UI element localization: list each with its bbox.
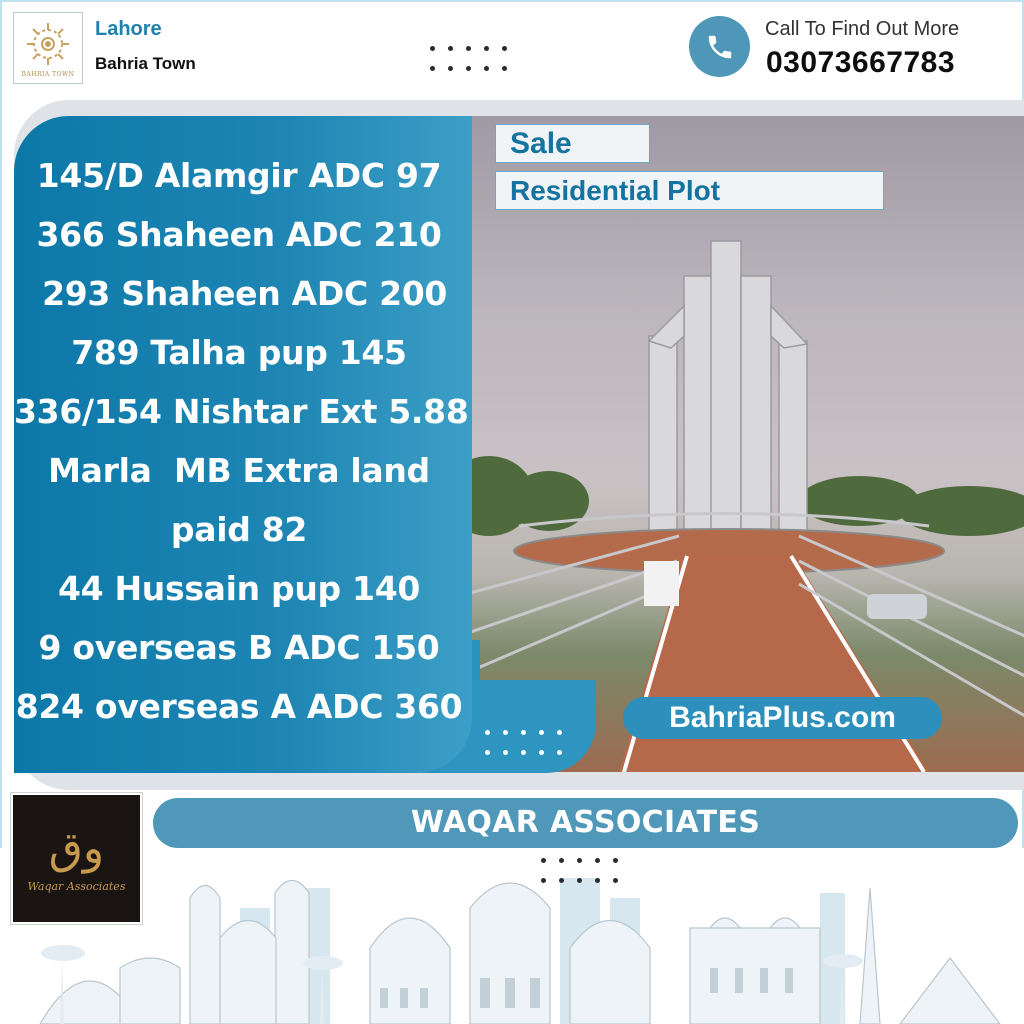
purpose-tag: Sale [495, 124, 650, 163]
decorative-dots-bottom [541, 858, 618, 883]
bahria-town-logo [13, 12, 83, 84]
decorative-dots-panel [485, 730, 562, 755]
listing-item: 789 Talha pup 145 [71, 333, 407, 372]
agency-monogram-icon: وق [48, 823, 105, 874]
logo-caption: BAHRIA TOWN [21, 70, 75, 78]
monument-photo [458, 116, 1024, 772]
listing-list [14, 146, 469, 736]
listing-item: Marla MB Extra land [48, 451, 430, 490]
call-to-action-text: Call To Find Out More [765, 18, 960, 40]
website-link[interactable]: BahriaPlus.com [623, 697, 942, 739]
agency-logo-text: Waqar Associates [27, 880, 126, 893]
city-skyline-illustration [0, 848, 1024, 1024]
listing-item: 366 Shaheen ADC 210 [36, 215, 442, 254]
listing-item: paid 82 [170, 510, 308, 549]
listing-item: 145/D Alamgir ADC 97 [36, 156, 442, 195]
society-label: Bahria Town [95, 54, 196, 73]
city-label: Lahore [95, 18, 162, 40]
call-button[interactable] [689, 16, 750, 77]
phone-number[interactable]: 03073667783 [766, 46, 956, 79]
listing-item: 824 overseas A ADC 360 [15, 687, 463, 726]
listing-item: 293 Shaheen ADC 200 [30, 274, 448, 313]
agency-name-banner: WAQAR ASSOCIATES [153, 798, 1018, 848]
decorative-dots-top [430, 46, 507, 71]
agency-logo [11, 793, 142, 924]
listing-item: 336/154 Nishtar Ext 5.88 [14, 392, 469, 431]
phone-icon [705, 32, 735, 62]
bahria-emblem-icon [23, 19, 73, 69]
property-type-tag: Residential Plot [495, 171, 884, 210]
monument-illustration [459, 116, 1024, 772]
listing-item: 44 Hussain pup 140 [57, 569, 421, 608]
listing-item: 9 overseas B ADC 150 [38, 628, 440, 667]
